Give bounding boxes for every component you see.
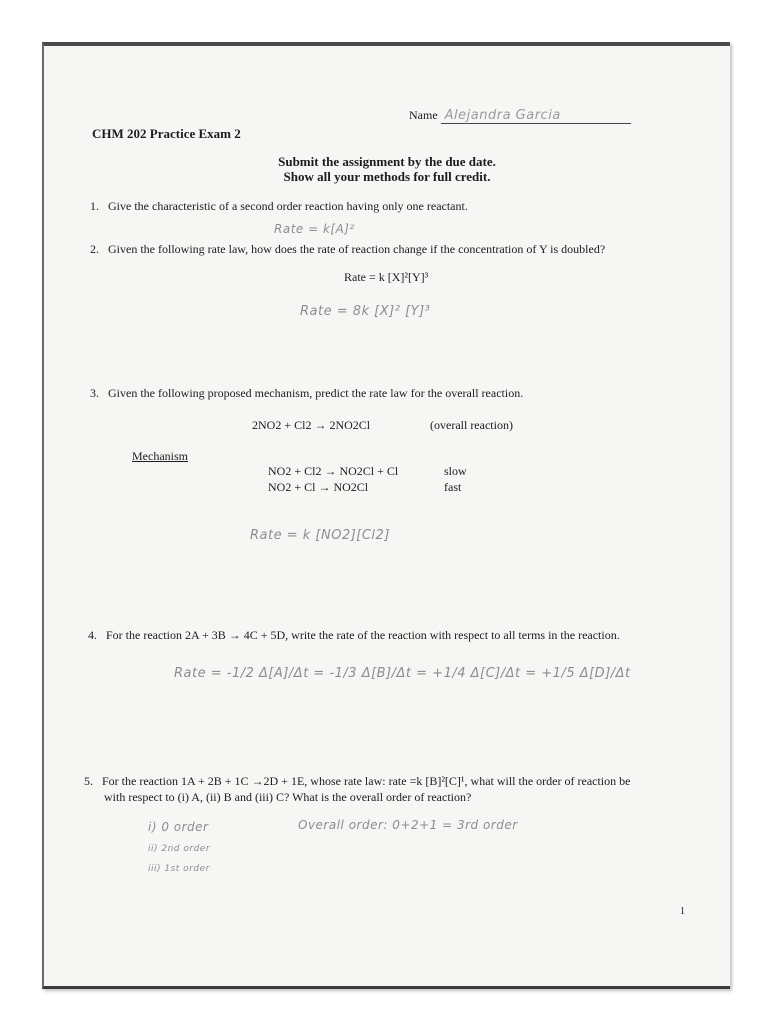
answer-5-i: i) 0 order: [148, 820, 209, 834]
question-text: Give the characteristic of a second order reaction having only one reactant.: [108, 199, 468, 213]
answer-5-iii: iii) 1st order: [148, 864, 210, 874]
answer-2: Rate = 8k [X]² [Y]³: [300, 304, 431, 319]
student-name: Alejandra Garcia: [444, 108, 561, 123]
name-label: Name: [409, 108, 438, 122]
rate-law: Rate = k [X]²[Y]³: [344, 270, 429, 284]
question-number: 3.: [90, 386, 99, 400]
answer-1: Rate = k[A]²: [274, 222, 355, 236]
mechanism-step-1: NO2 + Cl2 → NO2Cl + Cl: [268, 464, 399, 478]
question-3: [90, 386, 523, 401]
question-number: 4.: [88, 628, 97, 642]
question-text: Given the following rate law, how does the rate of reaction change if the concentration of Y is doubled?: [108, 242, 606, 256]
question-1: [90, 199, 468, 214]
answer-4: Rate = -1/2 Δ[A]/Δt = -1/3 Δ[B]/Δt = +1/4 Δ[C]/Δt = +1/5 Δ[D]/Δt: [174, 666, 631, 681]
page-number: 1: [680, 906, 685, 917]
overall-equation: 2NO2 + Cl2 → 2NO2Cl: [252, 418, 371, 432]
question-number: 2.: [90, 242, 99, 256]
question-text: Given the following proposed mechanism, predict the rate law for the overall reaction.: [108, 386, 524, 400]
question-number: 1.: [90, 199, 99, 213]
answer-5-ii: ii) 2nd order: [148, 844, 211, 854]
instruction-line-2: Show all your methods for full credit.: [283, 169, 491, 184]
name-line: [441, 108, 631, 124]
overall-note: (overall reaction): [430, 418, 513, 432]
question-text: For the reaction 1A + 2B + 1C →2D + 1E, whose rate law: rate =k [B]²[C]¹, what will the order of reaction be: [102, 774, 631, 788]
question-text: For the reaction 2A + 3B → 4C + 5D, write the rate of the reaction with respect to all terms in the reaction.: [106, 628, 620, 642]
name-field: [409, 108, 631, 124]
mechanism-step-2-speed: fast: [444, 480, 462, 494]
question-4: [88, 628, 620, 643]
question-5-line-2: with respect to (i) A, (ii) B and (iii) C? What is the overall order of reaction?: [104, 790, 472, 804]
mechanism-step-1-speed: slow: [444, 464, 467, 478]
exam-page: [42, 42, 730, 989]
question-number: 5.: [84, 774, 93, 788]
answer-5-overall: Overall order: 0+2+1 = 3rd order: [298, 818, 518, 832]
course-title: CHM 202 Practice Exam 2: [92, 126, 241, 141]
mechanism-label: Mechanism: [132, 449, 188, 463]
answer-3: Rate = k [NO2][Cl2]: [250, 528, 390, 543]
question-5: [84, 774, 630, 789]
question-2: [90, 242, 605, 257]
mechanism-step-2: NO2 + Cl → NO2Cl: [268, 480, 369, 494]
instruction-line-1: Submit the assignment by the due date.: [278, 154, 496, 169]
